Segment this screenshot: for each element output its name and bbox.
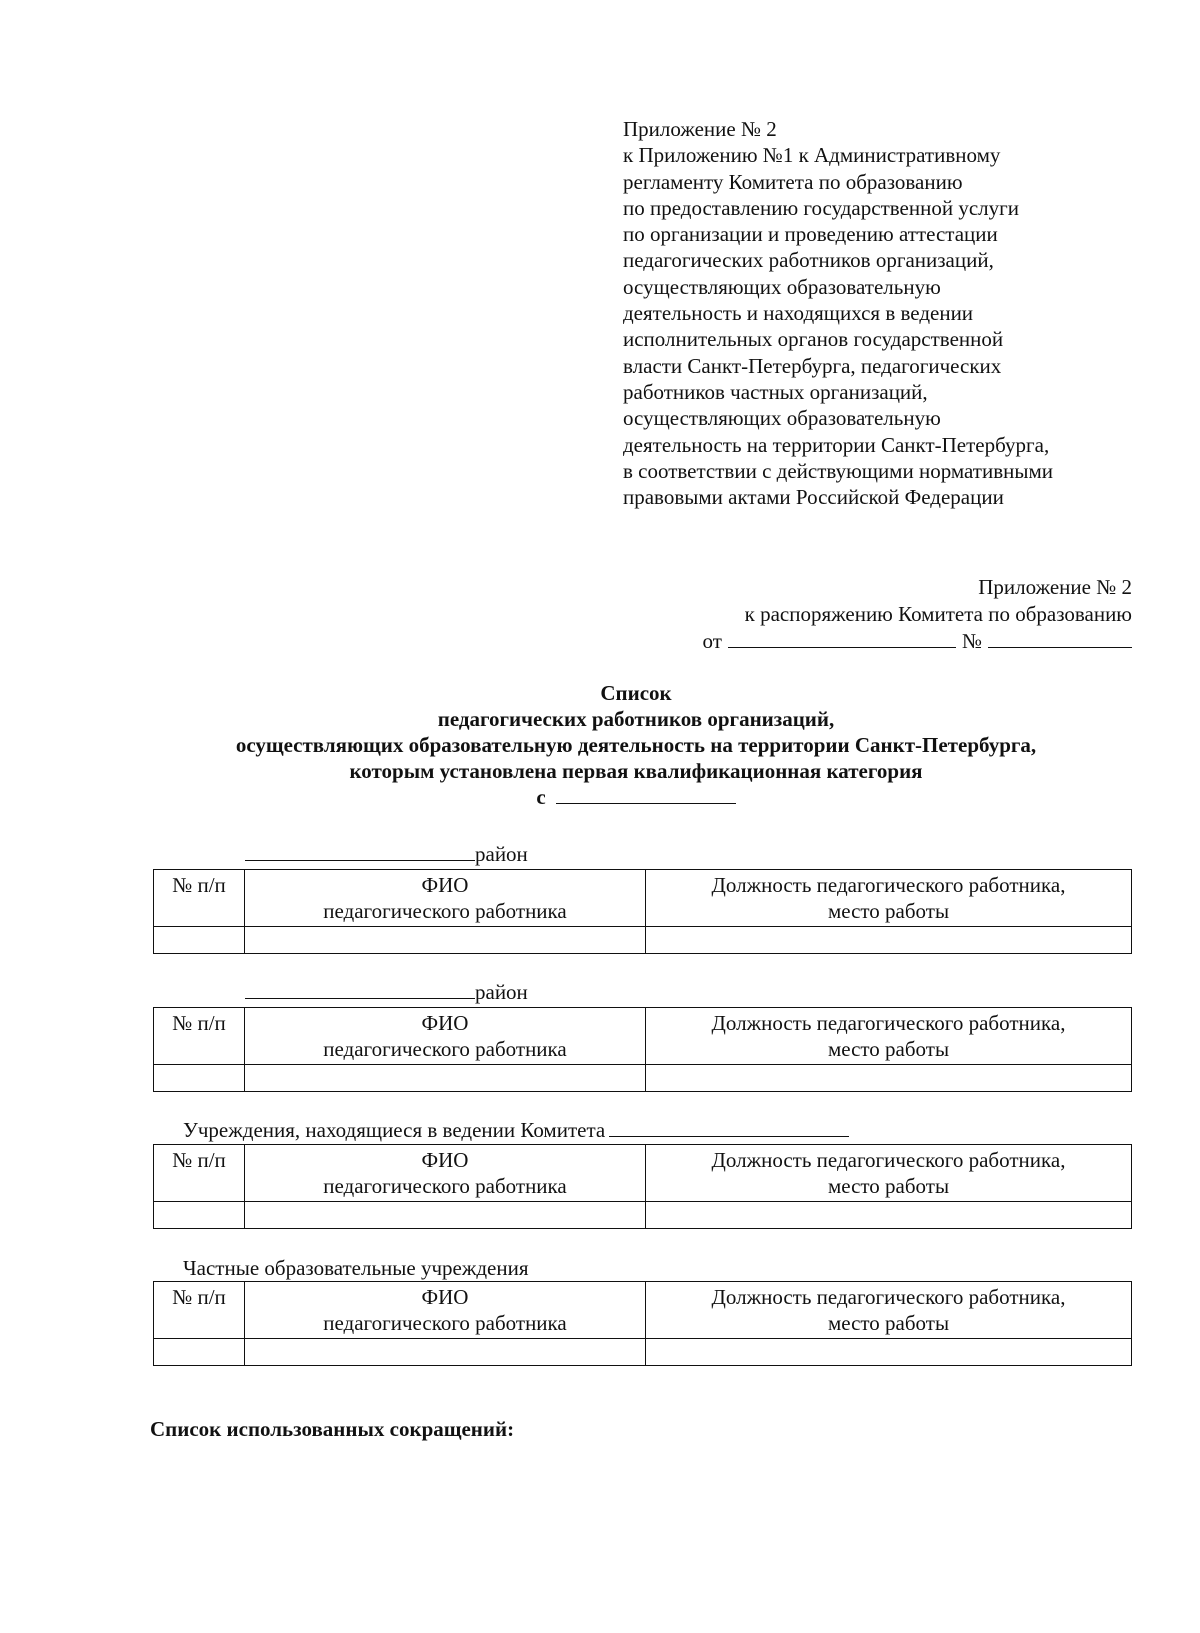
col-fio-header: ФИО педагогического работника	[245, 1282, 646, 1339]
since-row	[536, 784, 735, 810]
table-header-row	[154, 870, 1132, 927]
order-number-blank	[988, 646, 1132, 648]
annex-regulation-block	[623, 116, 1163, 510]
title-line: педагогических работников организаций,	[437, 707, 835, 731]
section-label-text: Учреждения, находящиеся в ведении Комитета	[183, 1118, 606, 1142]
annex-line: деятельность на территории Санкт-Петербурга,	[623, 432, 1050, 457]
annex-line: власти Санкт-Петербурга, педагогических	[623, 353, 1002, 378]
table-row	[154, 927, 1132, 954]
col-fio-header: ФИО педагогического работника	[245, 1008, 646, 1065]
annex-line: осуществляющих образовательную	[623, 274, 941, 299]
table-header-row	[154, 1282, 1132, 1339]
annex-line: по организации и проведению аттестации	[623, 222, 998, 247]
annex-order-title: Приложение № 2	[978, 575, 1132, 599]
from-label: от	[702, 629, 722, 653]
since-label: с	[536, 785, 546, 809]
annex-line: работников частных организаций,	[623, 379, 928, 404]
table-private	[153, 1281, 1132, 1366]
table-committee	[153, 1144, 1132, 1229]
section-label-committee	[183, 1118, 849, 1143]
table-district-2	[153, 1007, 1132, 1092]
table-header-row	[154, 1008, 1132, 1065]
number-label: №	[961, 629, 982, 653]
table-row	[154, 1339, 1132, 1366]
annex-line: Приложение № 2	[623, 117, 777, 141]
title-line: осуществляющих образовательную деятельность на территории Санкт-Петербурга,	[235, 733, 1037, 757]
annex-line: осуществляющих образовательную	[623, 406, 941, 431]
order-date-number-row	[572, 628, 1132, 655]
table-header-row	[154, 1145, 1132, 1202]
section-label-text: Частные образовательные учреждения	[183, 1256, 529, 1280]
col-position-header: Должность педагогического работника, место работы	[646, 1145, 1132, 1202]
col-num-header: № п/п	[154, 1008, 245, 1065]
col-fio-header: ФИО педагогического работника	[245, 870, 646, 927]
col-num-header: № п/п	[154, 1145, 245, 1202]
col-fio-header: ФИО педагогического работника	[245, 1145, 646, 1202]
committee-blank	[609, 1135, 849, 1137]
annex-line: деятельность и находящихся в ведении	[623, 301, 974, 326]
annex-line: по предоставлению государственной услуги	[623, 195, 1019, 220]
section-label-text: район	[475, 842, 528, 866]
col-num-header: № п/п	[154, 870, 245, 927]
list-title	[0, 680, 1200, 810]
section-label-text: район	[475, 980, 528, 1004]
annex-order-subtitle: к распоряжению Комитета по образованию	[744, 602, 1132, 626]
since-date-blank	[556, 802, 736, 804]
annex-order-block	[572, 574, 1132, 655]
col-num-header: № п/п	[154, 1282, 245, 1339]
annex-line: в соответствии с действующими нормативными	[623, 458, 1054, 483]
annex-line: к Приложению №1 к Административному	[623, 143, 1001, 168]
title-line: которым установлена первая квалификационная категория	[349, 759, 923, 783]
district-name-blank	[245, 859, 475, 861]
district-name-blank	[245, 997, 475, 999]
annex-line: педагогических работников организаций,	[623, 248, 994, 273]
col-position-header: Должность педагогического работника, место работы	[646, 1008, 1132, 1065]
table-district-1	[153, 869, 1132, 954]
section-label-district-2	[245, 980, 528, 1005]
title-line: Список	[600, 681, 672, 705]
col-position-header: Должность педагогического работника, место работы	[646, 870, 1132, 927]
section-label-district-1	[245, 842, 528, 867]
table-row	[154, 1065, 1132, 1092]
table-row	[154, 1202, 1132, 1229]
annex-line: регламенту Комитета по образованию	[623, 169, 963, 194]
order-date-blank	[728, 646, 956, 648]
section-label-private	[183, 1256, 529, 1281]
annex-line: исполнительных органов государственной	[623, 327, 1004, 352]
abbreviations-title: Список использованных сокращений:	[150, 1417, 515, 1441]
annex-line: правовыми актами Российской Федерации	[623, 485, 1004, 510]
col-position-header: Должность педагогического работника, место работы	[646, 1282, 1132, 1339]
